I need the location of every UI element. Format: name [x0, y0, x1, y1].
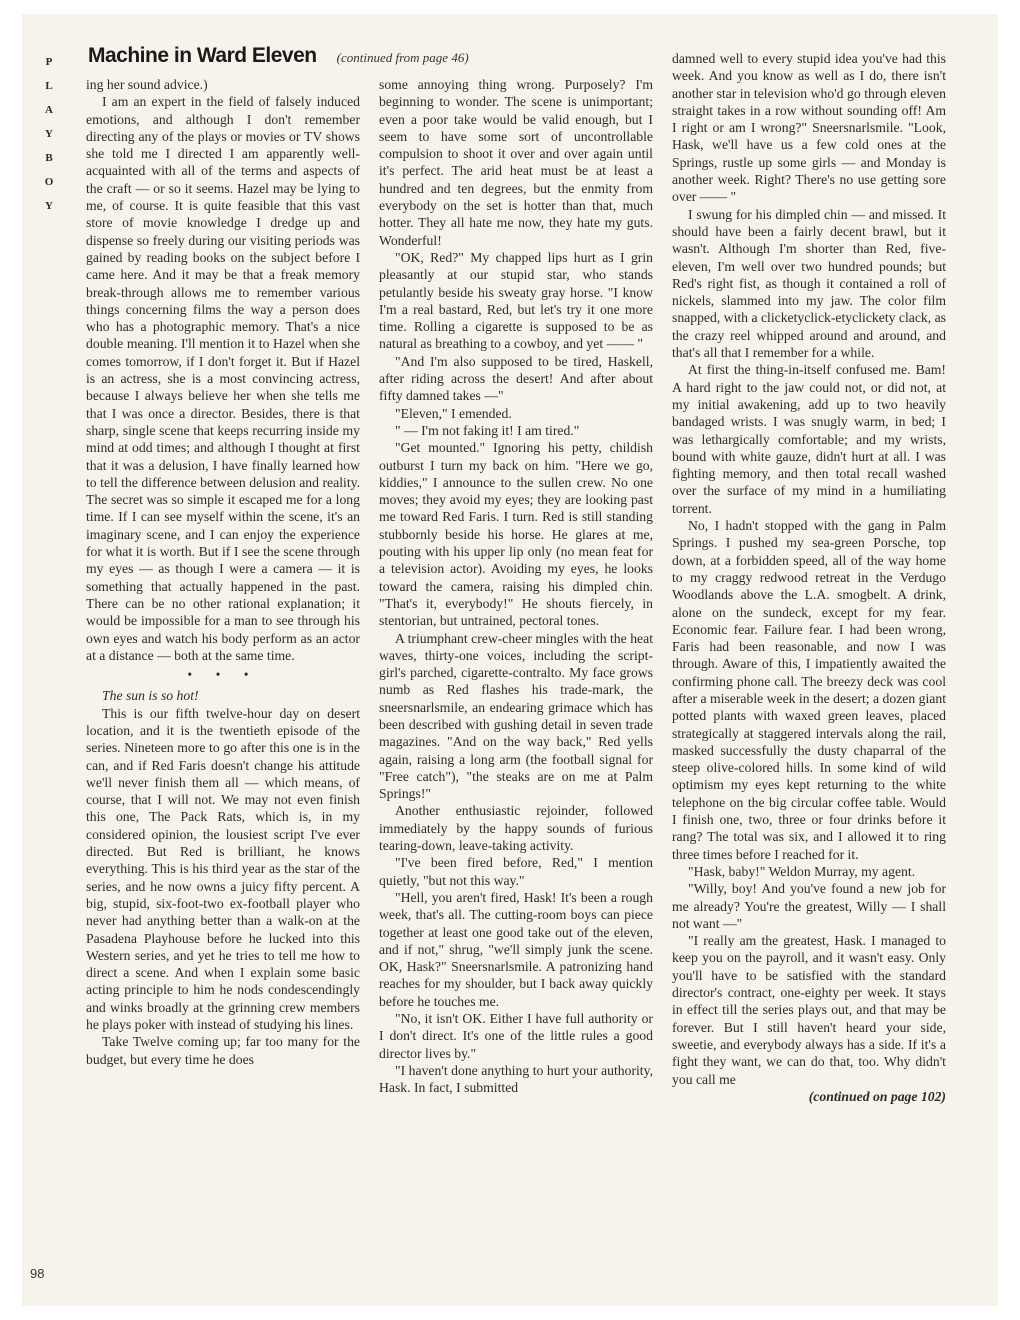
paragraph: " — I'm not faking it! I am tired." [395, 422, 580, 438]
section-break: • • • [187, 667, 259, 683]
side-letter: Y [45, 200, 53, 212]
paragraph: "OK, Red?" My chapped lips hurt as I grin pleasantly at our stupid star, who stands petulantly beside his sweaty gray horse. "I know I'm a real bastard, Red, but let's try it one more time. Rolling a cigarette is supposed to be as natural as breathing to a cowboy, and yet —— " [379, 249, 653, 352]
side-letter: Y [45, 128, 53, 140]
paragraph: The sun is so hot! [102, 688, 199, 704]
paragraph: I swung for his dimpled chin — and missed. It should have been a fairly decent brawl, but it wasn't. Although I'm shorter than Red, five-eleven, I'm well over two hundred pounds; but Red's right fist, as though it contained a roll of nickels, slammed into my jaw. The color film snapped, with a clicketyclick-etyclickety clack, as the crazy reel whipped around and around, and that's all that I remember for a while. [672, 206, 947, 361]
paragraph: "Hask, baby!" Weldon Murray, my agent. [688, 863, 916, 879]
paragraph: This is our fifth twelve-hour day on desert location, and it is the twentieth episode of the series. Nineteen more to go after this one is in the can, and if Red Faris doesn't change his attitude we'll never finish them all — which means, of course, that I will not. We may not even finish this one, The Pack Rats, which is, in my considered opinion, the lousiest script I've ever directed. But Red is brilliant, he knows everything. This is his third year as the star of the series, and he now owns a juicy fifty percent. A big, stupid, six-foot-two ex-football player who never had anything better than a walk-on at the Pasadena Playhouse before he lucked into this Western series, and yet he tries to tell me how to direct a scene. And when I explain some basic acting principle to him he nods condescendingly and winks broadly at the grinning crew members he plays poker with instead of studying his lines. [86, 705, 360, 1033]
article-headline [88, 44, 469, 68]
paragraph: "I haven't done anything to hurt your authority, Hask. In fact, I submitted [379, 1062, 653, 1096]
magazine-side-label [42, 50, 56, 218]
paragraph: No, I hadn't stopped with the gang in Palm Springs. I pushed my sea-green Porsche, top down, at a forbidden speed, all of the way home to my craggy redwood retreat in the Verdugo Woodlands above the L.A. smogbelt. A drink, alone on the sundeck, except for my fear. Economic fear. Failure fear. I had been wrong, Faris had been reasonable, and now I was through. Aware of this, I impatiently awaited the confirming phone call. The breezy deck was cool after a miserable week in the desert; a dozen giant potted plants with waxed green leaves, placed strategically at staggered intervals along the rail, masked successfully the dusty chaparral of the steep olive-colored hills. In some kind of wild optimism my eyes kept returning to the white telephone on the big circular coffee table. Would I finish one, two, three or four drinks before it rang? The total was six, and I allowed it to ring three times before I reached for it. [672, 518, 947, 862]
paragraph: Take Twelve coming up; far too many for the budget, but every time he does [86, 1034, 360, 1067]
text-column-1 [86, 76, 360, 1068]
side-letter: A [45, 104, 53, 116]
paragraph: Another enthusiastic rejoinder, followed immediately by the happy sounds of furious tearing-down, leave-taking activity. [379, 803, 653, 854]
paragraph: "Eleven," I emended. [395, 405, 512, 421]
text-column-3 [672, 50, 946, 1105]
side-letter: P [45, 56, 53, 68]
paragraph: "I've been fired before, Red," I mention quietly, "but not this way." [379, 855, 653, 888]
paragraph: "No, it isn't OK. Either I have full authority or I don't direct. It's one of the little rules a good director lives by." [379, 1011, 653, 1061]
paragraph: some annoying thing wrong. Purposely? I'm beginning to wonder. The scene is unimportant; even a poor take would be valid enough, but I seem to have some sort of uncontrollable compulsion to shoot it over and over again until it's perfect. The arid heat must be at least a hundred and ten degrees, but the enmity from everybody on the set is hotter than that, much hotter. They all hate me now, they hate my guts. Wonderful! [379, 77, 653, 248]
text-column-2 [379, 76, 653, 1097]
continued-on-note: (continued on page 102) [808, 1088, 946, 1104]
paragraph: "And I'm also supposed to be tired, Haskell, after riding across the desert! And after about fifty damned takes —" [379, 353, 653, 404]
continued-from-note: (continued from page 46) [336, 50, 469, 65]
paragraph: damned well to every stupid idea you've had this week. And you know as well as I do, there isn't another star in television who'd go through eleven straight takes in a row without sounding off! Am I right or am I wrong?" Sneersnarlsmile. "Look, Hask, we'll have us a few cold ones at the Springs, rustle up some girls — and Monday is another week. Right? There's no use getting sore over —— " [672, 51, 946, 205]
paragraph: "Get mounted." Ignoring his petty, childish outburst I turn my back on him. "Here we go, kiddies," I announce to the sullen crew. No one moves; they avoid my eyes; they are looking past me toward Red Faris. I turn. Red is still standing stubbornly beside his horse. He glares at me, pouting with his upper lip only (no mean feat for a television actor). Avoiding my eyes, he looks toward the camera, raising his dimpled chin. "That's it, everybody!" He shouts fiercely, in stentorian, but untrained, pectoral tones. [379, 440, 653, 629]
paragraph: "Willy, boy! And you've found a new job for me already? You're the greatest, Willy — I shall not want —" [672, 881, 946, 931]
magazine-page [22, 14, 998, 1306]
page-number: 98 [30, 1266, 45, 1281]
article-title: Machine in Ward Eleven [88, 44, 317, 67]
paragraph: I am an expert in the field of falsely induced emotions, and although I don't remember directing any of the plays or movies or TV shows she told me I directed I am apparently well-acquainted with all of the terms and aspects of the craft — or so it seems. Hazel may be lying to me, of course. It is quite feasible that this vast store of movie knowledge I dredge up and dispense so freely during our visiting periods was gained by reading books on the subject before I came here. And it may be that a freak memory break-through allows me to remember various things concerning films the way a person does who has a photographic memory. That's a nice double meaning. I'll mention it to Hazel when she comes tomorrow, if I don't forget it. But if Hazel is an actress, she is a most convincing actress, because I always believe her when she tells me that I was once a director. Besides, there is that sharp, single scene that keeps recurring inside my mind at odd times; and although I thought at first that it was a delusion, I have finally learned how to tell the difference between delusion and reality. The secret was so simple it escaped me for a long time. If I can see myself within the scene, it's an imaginary scene, and I can enjoy the experience for what it is worth. But if I see the scene through my eyes — as though I were a camera — it is something that actually happened in the past. There can be no other rational explanation; it would be impossible for a man to see through his own eyes and watch his body perform as an actor at a distance — both at the same time. [86, 94, 360, 663]
side-letter: L [45, 80, 53, 92]
paragraph: At first the thing-in-itself confused me. Bam! A hard right to the jaw could not, or did not, at my initial awakening, add up to two heavily bandaged wrists. I was snugly warm, in bed; I was lethargically comfortable; and my wrists, bound with white gauze, didn't hurt at all. I was fighting memory, and then total recall washed over the surface of my mind in a humiliating torrent. [672, 362, 946, 516]
paragraph: A triumphant crew-cheer mingles with the heat waves, thirty-one voices, including the script-girl's parched, cigarette-contralto. My face grows numb as Red flashes his trade-mark, the sneersnarlsmile, an endearing grimace which has been described with gushing detail in seven trade magazines. "And on the way back," Red yells again, raising a long arm (the football signal for "Free catch"), "the steaks are on me at Palm Springs!" [379, 630, 653, 802]
paragraph: "I really am the greatest, Hask. I managed to keep you on the payroll, and it wasn't easy. Only you'll have to be satisfied with the standard director's contract, one-eighty per week. It stays in effect till the series plays out, and that may be forever. But I still haven't heard your side, sweetie, and everybody always has a side. If it's a fight they want, we can do that, too. Why didn't you call me [672, 933, 946, 1087]
side-letter: O [44, 176, 54, 188]
paragraph: "Hell, you aren't fired, Hask! It's been a rough week, that's all. The cutting-room boys can piece together at least one good take out of the eleven, and if not," shrug, "we'll simply junk the scene. OK, Hask?" Sneersnarlsmile. A patronizing hand reaches for my shoulder, but I back away quickly before he touches me. [379, 889, 653, 1009]
side-letter: B [45, 152, 53, 164]
paragraph: ing her sound advice.) [86, 77, 208, 92]
